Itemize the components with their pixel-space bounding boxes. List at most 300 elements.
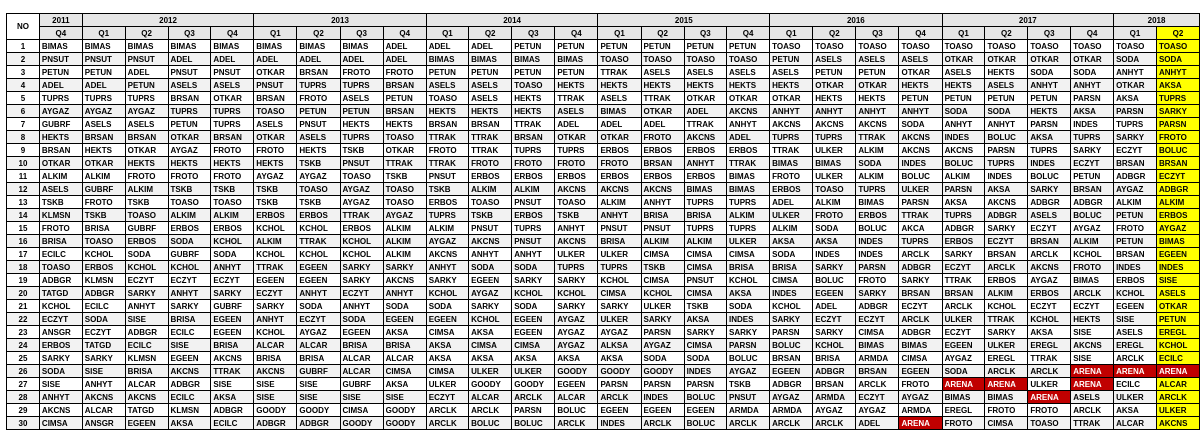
ticker-cell: SISE: [1156, 274, 1199, 287]
ticker-cell: ARMDA: [856, 352, 899, 365]
ticker-cell: ALCAR: [340, 352, 383, 365]
ticker-cell: ASELS: [856, 53, 899, 66]
quarter-header: Q4: [383, 27, 426, 40]
ticker-cell: FROTO: [813, 209, 856, 222]
ticker-cell: BRSAN: [1156, 157, 1199, 170]
ticker-cell: TUPRS: [899, 235, 942, 248]
ticker-cell: ADEL: [383, 40, 426, 53]
ticker-cell: BRSAN: [985, 248, 1028, 261]
ticker-cell: PETUN: [469, 66, 512, 79]
ticker-cell: ANHYT: [942, 118, 985, 131]
ticker-cell: KLMSN: [82, 274, 125, 287]
ticker-cell: TOASO: [82, 235, 125, 248]
ticker-cell: AYGAZ: [555, 339, 598, 352]
ticker-cell: HEKTS: [1071, 313, 1114, 326]
table-row: [7, 378, 1200, 391]
ticker-cell: ASELS: [985, 79, 1028, 92]
ticker-cell: ARMDA: [899, 404, 942, 417]
ticker-cell: HEKTS: [1028, 105, 1071, 118]
ticker-cell: TUPRS: [82, 92, 125, 105]
ticker-cell: PNSUT: [426, 170, 468, 183]
ticker-cell: BIMAS: [125, 40, 168, 53]
ticker-cell: TSKB: [469, 209, 512, 222]
ticker-cell: TTRAK: [1071, 417, 1114, 430]
quarter-header: Q1: [770, 27, 813, 40]
ticker-cell: ARCLK: [512, 391, 555, 404]
ticker-cell: ASELS: [1028, 209, 1071, 222]
table-row: [7, 391, 1200, 404]
rank-number: 4: [7, 79, 40, 92]
quarter-header: Q2: [297, 27, 340, 40]
ticker-cell: TTRAK: [899, 209, 942, 222]
ticker-cell: BRSAN: [168, 92, 211, 105]
ticker-cell: HEKTS: [770, 79, 813, 92]
ticker-cell: CIMSA: [684, 261, 726, 274]
ticker-cell: ARCLK: [813, 417, 856, 430]
ticker-cell: ERBOS: [1156, 209, 1199, 222]
ticker-cell: ASELS: [39, 183, 82, 196]
ticker-cell: AYGAZ: [340, 183, 383, 196]
ticker-cell: ALKIM: [770, 222, 813, 235]
ticker-cell: KCHOL: [1071, 248, 1114, 261]
ticker-cell: CIMSA: [684, 248, 726, 261]
ticker-cell: GOODY: [469, 378, 512, 391]
ticker-cell: GOODY: [555, 365, 598, 378]
quarter-header: Q2: [641, 27, 684, 40]
ticker-cell: AYGAZ: [340, 196, 383, 209]
ticker-cell: GUBRF: [211, 300, 254, 313]
ticker-cell: PARSN: [1028, 118, 1071, 131]
ticker-cell: TOASO: [1028, 417, 1071, 430]
ticker-cell: TATGD: [82, 339, 125, 352]
ticker-cell: BRSAN: [641, 157, 684, 170]
year-header: 2017: [942, 14, 1114, 27]
ticker-cell: OTKAR: [211, 92, 254, 105]
ticker-cell: TOASO: [555, 196, 598, 209]
ticker-cell: ARCLK: [985, 261, 1028, 274]
quarter-header: Q1: [82, 27, 125, 40]
ticker-cell: ANHYT: [426, 261, 468, 274]
ticker-cell: TTRAK: [254, 261, 297, 274]
ticker-cell: INDES: [684, 365, 726, 378]
ticker-cell: INDES: [727, 313, 770, 326]
ticker-cell: ALCAR: [297, 339, 340, 352]
ticker-cell: PETUN: [39, 66, 82, 79]
ticker-cell: SODA: [297, 300, 340, 313]
ticker-cell: ANHYT: [82, 378, 125, 391]
ticker-cell: ERBOS: [598, 170, 641, 183]
ticker-cell: BOLUC: [469, 417, 512, 430]
ticker-cell: ADBGR: [254, 417, 297, 430]
ticker-cell: ASELS: [1114, 326, 1157, 339]
ticker-cell: ALCAR: [383, 352, 426, 365]
ticker-cell: ALKIM: [856, 170, 899, 183]
ticker-cell: OTKAR: [254, 66, 297, 79]
ticker-cell: OTKAR: [1114, 79, 1157, 92]
ticker-cell: ADBGR: [770, 378, 813, 391]
ticker-cell: AYGAZ: [426, 235, 468, 248]
ticker-cell: TOASO: [1114, 40, 1157, 53]
ticker-cell: ALKIM: [168, 209, 211, 222]
ticker-cell: FROTO: [469, 157, 512, 170]
ticker-cell: TATGD: [39, 287, 82, 300]
ticker-cell: AKSA: [426, 339, 468, 352]
ticker-cell: ECZYT: [942, 261, 985, 274]
ticker-cell: ERBOS: [684, 170, 726, 183]
ticker-cell: SISE: [254, 378, 297, 391]
ticker-cell: ANHYT: [641, 196, 684, 209]
ticker-cell: ADEL: [770, 196, 813, 209]
ticker-cell: ECZYT: [297, 313, 340, 326]
ticker-cell: AKCNS: [211, 352, 254, 365]
ticker-cell: SODA: [340, 313, 383, 326]
ticker-cell: BRSAN: [211, 131, 254, 144]
ticker-cell: AKCNS: [1156, 417, 1199, 430]
ticker-cell: GUBRF: [168, 248, 211, 261]
ticker-cell: CIMSA: [684, 339, 726, 352]
ticker-cell: BOLUC: [770, 339, 813, 352]
ticker-cell: BRISA: [684, 209, 726, 222]
ticker-cell: HEKTS: [985, 66, 1028, 79]
ticker-cell: ADEL: [469, 40, 512, 53]
ticker-cell: AYGAZ: [125, 105, 168, 118]
ticker-cell: PETUN: [727, 40, 770, 53]
ticker-cell: ADEL: [340, 53, 383, 66]
ticker-cell: SARKY: [942, 248, 985, 261]
ticker-cell: TTRAK: [340, 209, 383, 222]
ticker-cell: KCHOL: [727, 274, 770, 287]
ticker-cell: ASELS: [340, 92, 383, 105]
ticker-cell: TUPRS: [125, 92, 168, 105]
ticker-cell: AYGAZ: [297, 326, 340, 339]
ticker-cell: ULKER: [426, 378, 468, 391]
ticker-cell: TUPRS: [340, 131, 383, 144]
ticker-cell: KCHOL: [1028, 313, 1071, 326]
rank-number: 3: [7, 66, 40, 79]
ticker-cell: ANHYT: [555, 222, 598, 235]
ticker-cell: FROTO: [168, 170, 211, 183]
ticker-cell: TSKB: [641, 261, 684, 274]
ticker-cell: KCHOL: [168, 261, 211, 274]
ticker-cell: SARKY: [340, 274, 383, 287]
quarter-header: Q3: [684, 27, 726, 40]
ticker-cell: EGEEN: [125, 417, 168, 430]
rank-number: 17: [7, 248, 40, 261]
ticker-cell: INDES: [856, 235, 899, 248]
quarter-header: Q4: [39, 27, 82, 40]
ticker-cell: KCHOL: [512, 287, 555, 300]
ticker-cell: PETUN: [1156, 313, 1199, 326]
ticker-cell: TTRAK: [1028, 352, 1071, 365]
ticker-cell: BRSAN: [254, 92, 297, 105]
ticker-cell: EGEEN: [512, 326, 555, 339]
ticker-cell: PETUN: [297, 105, 340, 118]
ticker-cell: BRISA: [598, 235, 641, 248]
ticker-cell: FROTO: [770, 170, 813, 183]
ticker-cell: TUPRS: [211, 105, 254, 118]
ticker-cell: AKCNS: [1028, 261, 1071, 274]
ticker-cell: INDES: [942, 131, 985, 144]
ticker-cell: ERBOS: [512, 209, 555, 222]
ticker-cell: ADEL: [813, 300, 856, 313]
ticker-cell: TTRAK: [555, 92, 598, 105]
ticker-cell: AKSA: [1114, 404, 1157, 417]
ticker-cell: GOODY: [340, 417, 383, 430]
ticker-cell: INDES: [1028, 157, 1071, 170]
ticker-cell: SARKY: [512, 274, 555, 287]
ticker-cell: OTKAR: [942, 53, 985, 66]
rank-number: 5: [7, 92, 40, 105]
ticker-cell: AKSA: [727, 287, 770, 300]
ticker-cell: OTKAR: [770, 92, 813, 105]
ticker-cell: ULKER: [770, 209, 813, 222]
ticker-cell: AKCNS: [727, 105, 770, 118]
ticker-cell: ALCAR: [82, 404, 125, 417]
rank-number: 15: [7, 222, 40, 235]
ticker-cell: PARSN: [856, 261, 899, 274]
ticker-cell: ADBGR: [942, 222, 985, 235]
ticker-cell: SISE: [168, 339, 211, 352]
ticker-cell: ARMDA: [770, 404, 813, 417]
ticker-cell: INDES: [1114, 261, 1157, 274]
ticker-cell: TATGD: [125, 404, 168, 417]
ticker-cell: PETUN: [82, 66, 125, 79]
quarter-header: Q4: [555, 27, 598, 40]
ticker-cell: HEKTS: [82, 144, 125, 157]
ticker-cell: ADBGR: [297, 417, 340, 430]
ticker-cell: ECILC: [168, 391, 211, 404]
ticker-cell: OTKAR: [813, 79, 856, 92]
ticker-cell: ANHYT: [598, 209, 641, 222]
ticker-cell: ULKER: [598, 313, 641, 326]
ticker-cell: ARCLK: [1028, 248, 1071, 261]
ticker-cell: SARKY: [340, 261, 383, 274]
rank-number: 6: [7, 105, 40, 118]
ticker-cell: ADBGR: [899, 326, 942, 339]
ticker-cell: ECZYT: [1071, 157, 1114, 170]
ranking-table-container: [6, 13, 1200, 430]
ticker-cell: ARCLK: [1114, 352, 1157, 365]
ticker-cell: GUBRF: [82, 183, 125, 196]
ticker-cell: AKSA: [1071, 105, 1114, 118]
ticker-cell: CIMSA: [383, 365, 426, 378]
ticker-cell: AKSA: [684, 313, 726, 326]
ticker-cell: ULKER: [813, 144, 856, 157]
ticker-cell: ADEL: [254, 53, 297, 66]
ticker-cell: TUPRS: [340, 79, 383, 92]
ticker-cell: HEKTS: [856, 92, 899, 105]
ticker-cell: EGEEN: [168, 352, 211, 365]
ticker-cell: ADEL: [383, 53, 426, 66]
quarter-header: Q3: [1028, 27, 1071, 40]
ticker-cell: TOASO: [1028, 40, 1071, 53]
ticker-cell: TSKB: [82, 209, 125, 222]
ticker-cell: ALCAR: [254, 339, 297, 352]
ticker-cell: SARKY: [555, 274, 598, 287]
ticker-cell: BRSAN: [383, 79, 426, 92]
ticker-cell: OTKAR: [684, 92, 726, 105]
ticker-cell: ECZYT: [254, 287, 297, 300]
ticker-cell: HEKTS: [340, 118, 383, 131]
rank-number: 8: [7, 131, 40, 144]
ticker-cell: ADBGR: [1028, 196, 1071, 209]
rank-number: 9: [7, 144, 40, 157]
ticker-cell: INDES: [899, 157, 942, 170]
quarter-header: Q3: [168, 27, 211, 40]
ticker-cell: SARKY: [684, 326, 726, 339]
ticker-cell: TUPRS: [426, 209, 468, 222]
rank-number: 1: [7, 40, 40, 53]
ticker-cell: ECZYT: [1028, 222, 1071, 235]
ticker-cell: SARKY: [1028, 183, 1071, 196]
ticker-cell: BRISA: [125, 365, 168, 378]
ticker-cell: INDES: [770, 287, 813, 300]
ticker-cell: ANHYT: [684, 157, 726, 170]
ticker-cell: ARCLK: [1071, 404, 1114, 417]
ticker-cell: ARENA: [1156, 365, 1199, 378]
ticker-cell: ADEL: [684, 105, 726, 118]
ticker-cell: AKSA: [383, 378, 426, 391]
ticker-cell: SODA: [39, 365, 82, 378]
rank-number: 22: [7, 313, 40, 326]
ticker-cell: HEKTS: [512, 105, 555, 118]
ticker-cell: TTRAK: [684, 118, 726, 131]
table-row: [7, 79, 1200, 92]
ticker-cell: GOODY: [383, 404, 426, 417]
ticker-cell: AKCNS: [426, 248, 468, 261]
ticker-cell: SISE: [297, 378, 340, 391]
ticker-cell: BOLUC: [1156, 144, 1199, 157]
ticker-cell: ADEL: [297, 53, 340, 66]
ticker-cell: ASELS: [426, 79, 468, 92]
ticker-cell: AKSA: [469, 352, 512, 365]
ticker-cell: TSKB: [426, 183, 468, 196]
ticker-cell: PETUN: [1071, 170, 1114, 183]
ticker-cell: BOLUC: [684, 391, 726, 404]
ticker-cell: TOASO: [426, 92, 468, 105]
ticker-cell: ERBOS: [297, 209, 340, 222]
ticker-cell: ANHYT: [899, 105, 942, 118]
ticker-cell: TUPRS: [598, 261, 641, 274]
ticker-cell: ALKIM: [684, 235, 726, 248]
ticker-cell: PNSUT: [297, 118, 340, 131]
year-header: 2016: [770, 14, 942, 27]
quarter-header: Q2: [1156, 27, 1199, 40]
ticker-cell: FROTO: [512, 157, 555, 170]
ticker-cell: BIMAS: [168, 40, 211, 53]
table-row: [7, 66, 1200, 79]
ticker-cell: BIMAS: [899, 339, 942, 352]
ticker-cell: ECILC: [168, 326, 211, 339]
table-row: [7, 326, 1200, 339]
ticker-cell: TOASO: [383, 183, 426, 196]
ticker-cell: ECZYT: [1028, 300, 1071, 313]
ticker-cell: ERBOS: [985, 274, 1028, 287]
ticker-cell: SARKY: [254, 300, 297, 313]
ticker-cell: ERBOS: [512, 170, 555, 183]
ticker-cell: ARENA: [1028, 391, 1071, 404]
ticker-cell: PARSN: [1114, 105, 1157, 118]
ticker-cell: TUPRS: [727, 196, 770, 209]
ticker-cell: ARENA: [1071, 365, 1114, 378]
ticker-cell: TSKB: [340, 144, 383, 157]
ticker-cell: GOODY: [598, 365, 641, 378]
ticker-cell: BIMAS: [426, 53, 468, 66]
ticker-cell: SARKY: [82, 352, 125, 365]
table-row: [7, 118, 1200, 131]
ticker-cell: SARKY: [899, 274, 942, 287]
ticker-cell: ARENA: [1114, 365, 1157, 378]
ticker-cell: EGEEN: [297, 274, 340, 287]
ticker-cell: AYGAZ: [727, 365, 770, 378]
ticker-cell: AKCNS: [641, 183, 684, 196]
rank-number: 14: [7, 209, 40, 222]
ticker-cell: TOASO: [899, 40, 942, 53]
ticker-cell: AKSA: [512, 352, 555, 365]
table-row: [7, 196, 1200, 209]
table-row: [7, 313, 1200, 326]
ticker-cell: EGEEN: [899, 365, 942, 378]
year-header-row: [7, 14, 1200, 27]
ticker-cell: PETUN: [512, 40, 555, 53]
ticker-cell: FROTO: [1114, 222, 1157, 235]
ticker-cell: TOASO: [684, 53, 726, 66]
ticker-cell: AYGAZ: [1114, 183, 1157, 196]
ticker-cell: TUPRS: [1114, 118, 1157, 131]
ticker-cell: BOLUC: [942, 157, 985, 170]
ticker-cell: OTKAR: [254, 131, 297, 144]
ticker-cell: TSKB: [383, 170, 426, 183]
ticker-cell: ARCLK: [555, 417, 598, 430]
ticker-cell: ASELS: [297, 131, 340, 144]
ticker-cell: SODA: [1071, 66, 1114, 79]
ticker-cell: AKSA: [942, 196, 985, 209]
ticker-cell: CIMSA: [426, 365, 468, 378]
ticker-cell: TUPRS: [856, 183, 899, 196]
ticker-cell: FROTO: [383, 66, 426, 79]
table-row: [7, 157, 1200, 170]
ticker-cell: AKCNS: [82, 391, 125, 404]
table-row: [7, 53, 1200, 66]
rank-number: 13: [7, 196, 40, 209]
ticker-cell: ECILC: [82, 300, 125, 313]
ticker-cell: CIMSA: [770, 274, 813, 287]
ticker-cell: AYGAZ: [856, 404, 899, 417]
ticker-cell: BIMAS: [512, 53, 555, 66]
ticker-cell: PETUN: [125, 79, 168, 92]
ticker-cell: KCHOL: [985, 300, 1028, 313]
quarter-header: Q4: [1071, 27, 1114, 40]
ticker-cell: AKCNS: [856, 118, 899, 131]
ticker-cell: SODA: [1114, 53, 1157, 66]
ticker-cell: ADEL: [82, 79, 125, 92]
ticker-cell: ANHYT: [168, 287, 211, 300]
ticker-cell: TSKB: [297, 196, 340, 209]
ticker-cell: BRSAN: [297, 66, 340, 79]
ticker-cell: ASELS: [770, 66, 813, 79]
year-header: 2013: [254, 14, 426, 27]
ticker-cell: TOASO: [856, 40, 899, 53]
ticker-cell: HEKTS: [813, 92, 856, 105]
ticker-cell: SODA: [426, 300, 468, 313]
rank-number: 30: [7, 417, 40, 430]
ticker-cell: KLMSN: [39, 209, 82, 222]
ticker-cell: TUPRS: [39, 92, 82, 105]
table-row: [7, 105, 1200, 118]
ticker-cell: ANHYT: [254, 313, 297, 326]
table-row: [7, 404, 1200, 417]
ticker-cell: TSKB: [39, 196, 82, 209]
